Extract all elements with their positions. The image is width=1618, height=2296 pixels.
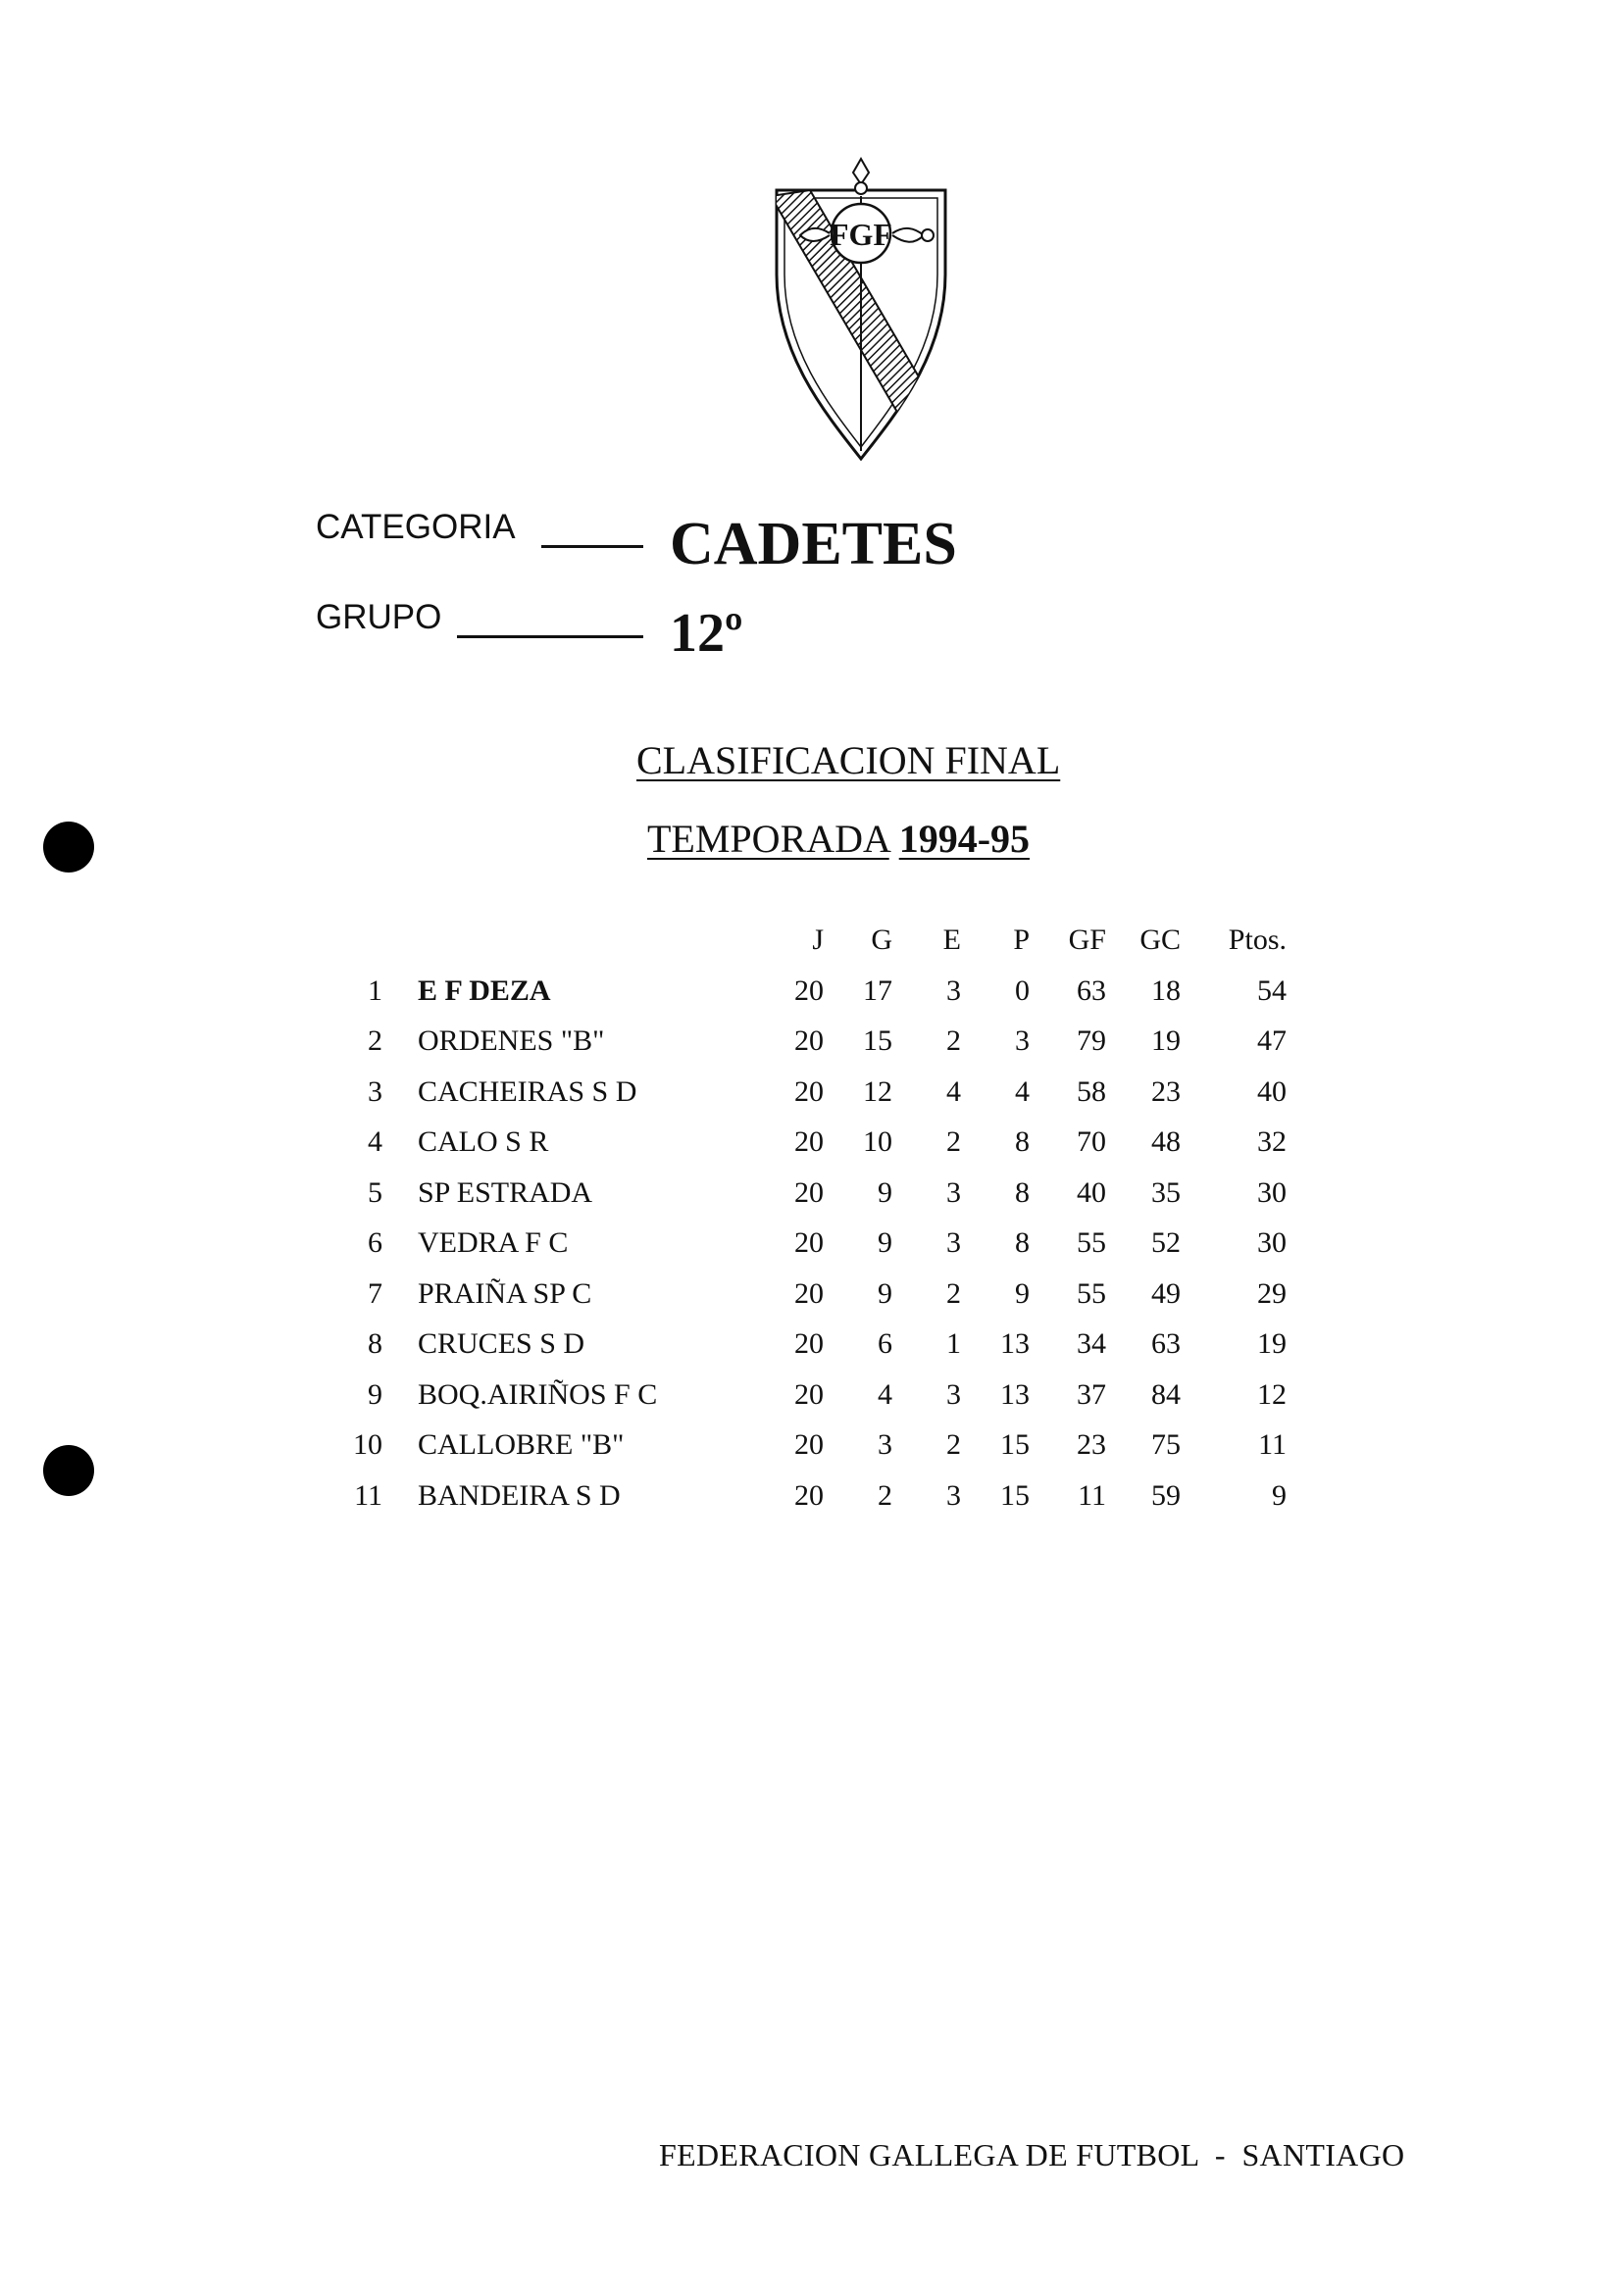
group-value: 12º [670, 603, 743, 664]
goals-for-cell: 63 [1077, 973, 1106, 1007]
lost-cell: 8 [1015, 1125, 1030, 1158]
classification-title [636, 737, 1060, 783]
column-header-j: J [812, 923, 824, 956]
points-cell: 29 [1257, 1276, 1287, 1310]
won-cell: 9 [878, 1276, 892, 1310]
rank-cell: 2 [368, 1024, 382, 1057]
goals-for-cell: 37 [1077, 1377, 1106, 1411]
lost-cell: 15 [1000, 1428, 1030, 1461]
classification-title-text: CLASIFICACION FINAL [636, 738, 1061, 782]
standings-table [333, 923, 1285, 1529]
lost-cell: 13 [1000, 1327, 1030, 1360]
goals-for-cell: 58 [1077, 1074, 1106, 1108]
goals-against-cell: 49 [1151, 1276, 1181, 1310]
goals-for-cell: 23 [1077, 1428, 1106, 1461]
rank-cell: 6 [368, 1226, 382, 1259]
played-cell: 20 [794, 1125, 824, 1158]
table-row [333, 1277, 1285, 1328]
goals-against-cell: 84 [1151, 1377, 1181, 1411]
rank-cell: 4 [368, 1125, 382, 1158]
points-cell: 47 [1257, 1024, 1287, 1057]
won-cell: 12 [863, 1074, 892, 1108]
category-label: CATEGORIA [316, 508, 516, 546]
points-cell: 30 [1257, 1175, 1287, 1209]
drawn-cell: 2 [946, 1125, 961, 1158]
goals-for-cell: 40 [1077, 1175, 1106, 1209]
goals-for-cell: 55 [1077, 1226, 1106, 1259]
rank-cell: 3 [368, 1074, 382, 1108]
team-cell: CALLOBRE "B" [418, 1428, 625, 1461]
won-cell: 2 [878, 1478, 892, 1512]
rank-cell: 7 [368, 1276, 382, 1310]
won-cell: 17 [863, 973, 892, 1007]
lost-cell: 8 [1015, 1175, 1030, 1209]
table-row [333, 974, 1285, 1025]
points-cell: 30 [1257, 1226, 1287, 1259]
played-cell: 20 [794, 1175, 824, 1209]
points-cell: 12 [1257, 1377, 1287, 1411]
points-cell: 19 [1257, 1327, 1287, 1360]
lost-cell: 13 [1000, 1377, 1030, 1411]
goals-against-cell: 63 [1151, 1327, 1181, 1360]
lost-cell: 0 [1015, 973, 1030, 1007]
goals-against-cell: 48 [1151, 1125, 1181, 1158]
points-cell: 40 [1257, 1074, 1287, 1108]
goals-for-cell: 55 [1077, 1276, 1106, 1310]
goals-against-cell: 35 [1151, 1175, 1181, 1209]
binder-hole [43, 1445, 94, 1496]
team-cell: SP ESTRADA [418, 1175, 593, 1209]
rank-cell: 9 [368, 1377, 382, 1411]
table-row [333, 1125, 1285, 1176]
lost-cell: 15 [1000, 1478, 1030, 1512]
table-header-row [333, 923, 1285, 974]
played-cell: 20 [794, 1024, 824, 1057]
goals-for-cell: 11 [1078, 1478, 1106, 1512]
team-cell: E F DEZA [418, 973, 551, 1007]
table-row [333, 1327, 1285, 1378]
points-cell: 32 [1257, 1125, 1287, 1158]
team-cell: PRAIÑA SP C [418, 1276, 592, 1310]
goals-for-cell: 79 [1077, 1024, 1106, 1057]
won-cell: 10 [863, 1125, 892, 1158]
rank-cell: 10 [353, 1428, 382, 1461]
drawn-cell: 3 [946, 1377, 961, 1411]
rank-cell: 1 [368, 973, 382, 1007]
binder-hole [43, 822, 94, 873]
won-cell: 6 [878, 1327, 892, 1360]
table-row [333, 1176, 1285, 1227]
table-body [333, 974, 1285, 1530]
federation-crest-logo [771, 157, 951, 463]
season-heading [647, 816, 1030, 862]
played-cell: 20 [794, 1074, 824, 1108]
played-cell: 20 [794, 1377, 824, 1411]
won-cell: 4 [878, 1377, 892, 1411]
goals-for-cell: 34 [1077, 1327, 1106, 1360]
played-cell: 20 [794, 1478, 824, 1512]
lost-cell: 9 [1015, 1276, 1030, 1310]
drawn-cell: 2 [946, 1428, 961, 1461]
season-year: 1994-95 [898, 817, 1031, 861]
team-cell: CALO S R [418, 1125, 549, 1158]
goals-for-cell: 70 [1077, 1125, 1106, 1158]
won-cell: 15 [863, 1024, 892, 1057]
won-cell: 9 [878, 1175, 892, 1209]
played-cell: 20 [794, 973, 824, 1007]
goals-against-cell: 59 [1151, 1478, 1181, 1512]
drawn-cell: 4 [946, 1074, 961, 1108]
goals-against-cell: 18 [1151, 973, 1181, 1007]
goals-against-cell: 23 [1151, 1074, 1181, 1108]
team-cell: BOQ.AIRIÑOS F C [418, 1377, 658, 1411]
won-cell: 3 [878, 1428, 892, 1461]
svg-text:FGF: FGF [830, 217, 892, 252]
table-row [333, 1226, 1285, 1277]
played-cell: 20 [794, 1428, 824, 1461]
column-header-e: E [942, 923, 961, 956]
won-cell: 9 [878, 1226, 892, 1259]
drawn-cell: 2 [946, 1024, 961, 1057]
points-cell: 11 [1258, 1428, 1287, 1461]
team-cell: CRUCES S D [418, 1327, 585, 1360]
rank-cell: 5 [368, 1175, 382, 1209]
rank-cell: 11 [354, 1478, 382, 1512]
team-cell: VEDRA F C [418, 1226, 569, 1259]
drawn-cell: 3 [946, 973, 961, 1007]
drawn-cell: 2 [946, 1276, 961, 1310]
category-underline [541, 545, 643, 548]
played-cell: 20 [794, 1276, 824, 1310]
team-cell: BANDEIRA S D [418, 1478, 621, 1512]
column-header-p: P [1013, 923, 1030, 956]
drawn-cell: 3 [946, 1478, 961, 1512]
column-header-ptos: Ptos. [1228, 923, 1287, 956]
table-row [333, 1024, 1285, 1075]
drawn-cell: 3 [946, 1175, 961, 1209]
played-cell: 20 [794, 1327, 824, 1360]
goals-against-cell: 75 [1151, 1428, 1181, 1461]
season-label: TEMPORADA [647, 817, 889, 861]
team-cell: ORDENES "B" [418, 1024, 605, 1057]
lost-cell: 4 [1015, 1074, 1030, 1108]
lost-cell: 8 [1015, 1226, 1030, 1259]
table-row [333, 1075, 1285, 1126]
category-value: CADETES [670, 511, 957, 577]
drawn-cell: 3 [946, 1226, 961, 1259]
played-cell: 20 [794, 1226, 824, 1259]
column-header-gf: GF [1068, 923, 1106, 956]
group-label: GRUPO [316, 598, 442, 636]
column-header-gc: GC [1139, 923, 1181, 956]
goals-against-cell: 19 [1151, 1024, 1181, 1057]
team-cell: CACHEIRAS S D [418, 1074, 637, 1108]
points-cell: 9 [1272, 1478, 1287, 1512]
points-cell: 54 [1257, 973, 1287, 1007]
table-row [333, 1479, 1285, 1530]
lost-cell: 3 [1015, 1024, 1030, 1057]
column-header-g: G [871, 923, 892, 956]
goals-against-cell: 52 [1151, 1226, 1181, 1259]
drawn-cell: 1 [946, 1327, 961, 1360]
rank-cell: 8 [368, 1327, 382, 1360]
table-row [333, 1428, 1285, 1479]
group-underline [457, 635, 643, 638]
footer-federation: FEDERACION GALLEGA DE FUTBOL - SANTIAGO [659, 2137, 1405, 2172]
table-row [333, 1378, 1285, 1429]
